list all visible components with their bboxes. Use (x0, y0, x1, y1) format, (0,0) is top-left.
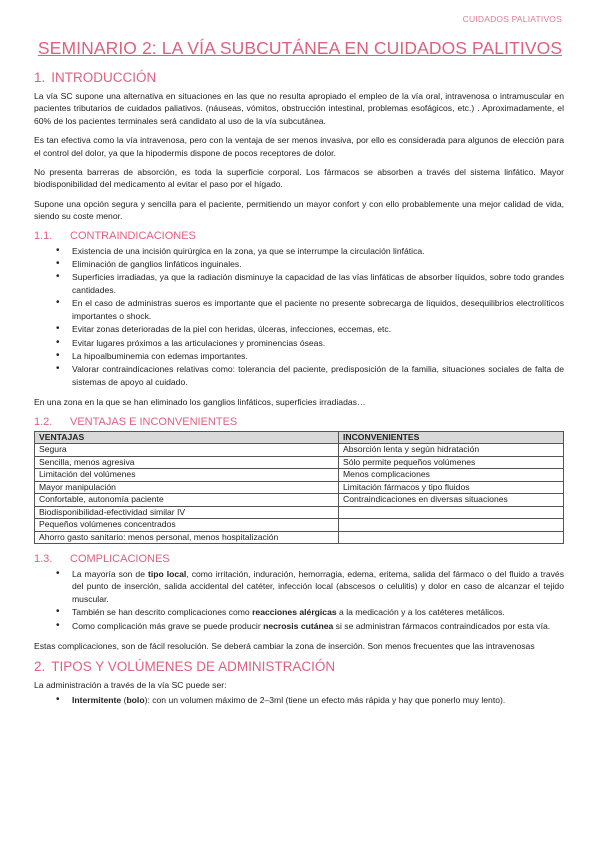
table-row (35, 531, 564, 544)
table-header-ventajas: VENTAJAS (35, 431, 339, 444)
paragraph: La vía SC supone una alternativa en situaciones en las que no resulta apropiado el empleo de la vía oral, intravenosa o intramuscular en pacientes tributarios de cuidados paliativos. (náuseas, vómitos, obstrucción intestinal, problemas esofágicos, etc.) . Aproximadamente, el 60% de los pacientes terminales será candidato al uso de la vía subcutánea. (34, 91, 564, 126)
complications-list (34, 568, 564, 632)
text-run: ): con un volumen máximo de 2–3ml (tiene un efecto más rápida y hay que ponerlo muy lento). (144, 694, 506, 705)
subsection-title: VENTAJAS E INCONVENIENTES (70, 415, 238, 428)
subsection-heading-complicaciones (34, 553, 564, 565)
table-row (35, 519, 564, 532)
running-header: CUIDADOS PALIATIVOS (462, 14, 562, 24)
subsection-heading-contraindicaciones (34, 230, 564, 242)
text-run: La mayoría son de (72, 569, 148, 580)
list-item (72, 606, 564, 618)
text-run: , como irritación, induración, hemorragia, edema, eritema, salida del fármaco o del fluido a través del punto de inserción, salida accidental del catéter, infección local (abscesos o celulitis) y dolor en caso de alcanzar el tejido muscular. (72, 569, 564, 604)
table-cell (339, 531, 564, 544)
table-cell: Sólo permite pequeños volúmenes (339, 456, 564, 469)
list-item (72, 694, 564, 706)
table-row (35, 456, 564, 469)
table-row (35, 481, 564, 494)
table-row (35, 494, 564, 507)
document-title: SEMINARIO 2: LA VÍA SUBCUTÁNEA EN CUIDADOS PALITIVOS (37, 38, 563, 58)
table-header-row (35, 431, 564, 444)
section-number: 1. (34, 70, 46, 85)
bold-term: reacciones alérgicas (252, 607, 337, 618)
table-cell: Contraindicaciones en diversas situaciones (339, 494, 564, 507)
list-item: • Existencia de una incisión quirúrgica en la zona, ya que se interrumpe la circulación linfática. (72, 245, 564, 257)
table-row (35, 469, 564, 482)
text-run: si se administran fármacos contraindicados por esta vía. (333, 620, 551, 631)
list-item (72, 620, 564, 632)
table-cell: Limitación del volúmenes (35, 469, 339, 482)
list-item: • Superficies irradiadas, ya que la radiación disminuye la capacidad de las vías linfáticas de absorber líquidos, sobre todo grandes cantidades. (72, 271, 564, 296)
bold-term: tipo local (147, 569, 187, 580)
table-header-inconvenientes: INCONVENIENTES (339, 431, 564, 444)
table-cell: Segura (35, 444, 339, 457)
types-list (34, 694, 564, 706)
table-cell: Sencilla, menos agresiva (35, 456, 339, 469)
text-run: Como complicación más grave se puede producir (72, 620, 264, 631)
paragraph: En una zona en la que se han eliminado los ganglios linfáticos, superficies irradiadas… (34, 397, 366, 408)
subsection-heading-ventajas (34, 416, 564, 428)
bold-term: necrosis cutánea (263, 620, 334, 631)
document-body (34, 70, 564, 714)
subsection-number: 1.1. (34, 229, 53, 242)
table-row (35, 506, 564, 519)
table-cell: Biodisponibilidad-efectividad similar IV (35, 506, 339, 519)
table-cell: Mayor manipulación (35, 481, 339, 494)
bold-term: Intermitente (72, 694, 122, 705)
bold-term: bolo (126, 694, 145, 705)
table-cell: Confortable, autonomía paciente (35, 494, 339, 507)
subsection-number: 1.2. (34, 415, 53, 428)
paragraph: Estas complicaciones, son de fácil resolución. Se deberá cambiar la zona de inserción. Son menos frecuentes que las intravenosas (34, 641, 535, 652)
paragraph: No presenta barreras de absorción, es toda la superficie corporal. Los fármacos se absorben a través del sistema linfático. Mayor biodisponibilidad del medicamento al evitar el paso por el hígado. (34, 167, 564, 190)
list-item: • La hipoalbuminemia con edemas importantes. (72, 350, 564, 362)
list-item (72, 568, 564, 605)
section-heading-introduccion (34, 70, 564, 85)
table-cell: Absorción lenta y según hidratación (339, 444, 564, 457)
paragraph: Es tan efectiva como la vía intravenosa, pero con la ventaja de ser menos invasiva, por ello es considerada para algunos de elección para el control del dolor, ya que la hipodermis dispone de pocos receptores de dolor. (34, 135, 564, 158)
section-title: TIPOS Y VOLÚMENES DE ADMINISTRACIÓN (51, 659, 336, 675)
advantages-table (34, 431, 564, 545)
table-cell: Menos complicaciones (339, 469, 564, 482)
text-run: ( (121, 694, 127, 705)
section-heading-tipos (34, 659, 564, 674)
table-cell (339, 506, 564, 519)
table-row (35, 444, 564, 457)
subsection-title: CONTRAINDICACIONES (70, 229, 196, 242)
subsection-title: COMPLICACIONES (70, 553, 170, 566)
section-number: 2. (34, 659, 46, 675)
list-item: • En el caso de administras sueros es importante que el paciente no presente sobrecarga de líquidos, desequilibrios electrolíticos importantes o shock. (72, 297, 564, 322)
list-item: • Eliminación de ganglios linfáticos inguinales. (72, 258, 564, 270)
table-cell: Ahorro gasto sanitario: menos personal, menos hospitalización (35, 531, 339, 544)
text-run: a la medicación y a los catéteres metálicos. (336, 607, 505, 618)
list-item: • Evitar lugares próximos a las articulaciones y prominencias óseas. (72, 337, 564, 349)
contraindications-list (34, 245, 564, 388)
section-title: INTRODUCCIÓN (51, 70, 157, 85)
text-run: También se han descrito complicaciones como (72, 607, 253, 618)
list-item: • Valorar contraindicaciones relativas como: tolerancia del paciente, predisposición de la familia, situaciones sociales de falta de sistemas de apoyo al cuidado. (72, 363, 564, 388)
paragraph: Supone una opción segura y sencilla para el paciente, permitiendo un mayor confort y con ello probablemente una mejor calidad de vida, siendo su coste menor. (34, 198, 564, 222)
table-cell (339, 519, 564, 532)
paragraph: La administración a través de la vía SC puede ser: (34, 680, 227, 691)
subsection-number: 1.3. (34, 553, 53, 566)
table-cell: Pequeños volúmenes concentrados (35, 519, 339, 532)
list-item: • Evitar zonas deterioradas de la piel con heridas, úlceras, infecciones, eccemas, etc. (72, 323, 564, 335)
table-cell: Limitación fármacos y tipo fluidos (339, 481, 564, 494)
